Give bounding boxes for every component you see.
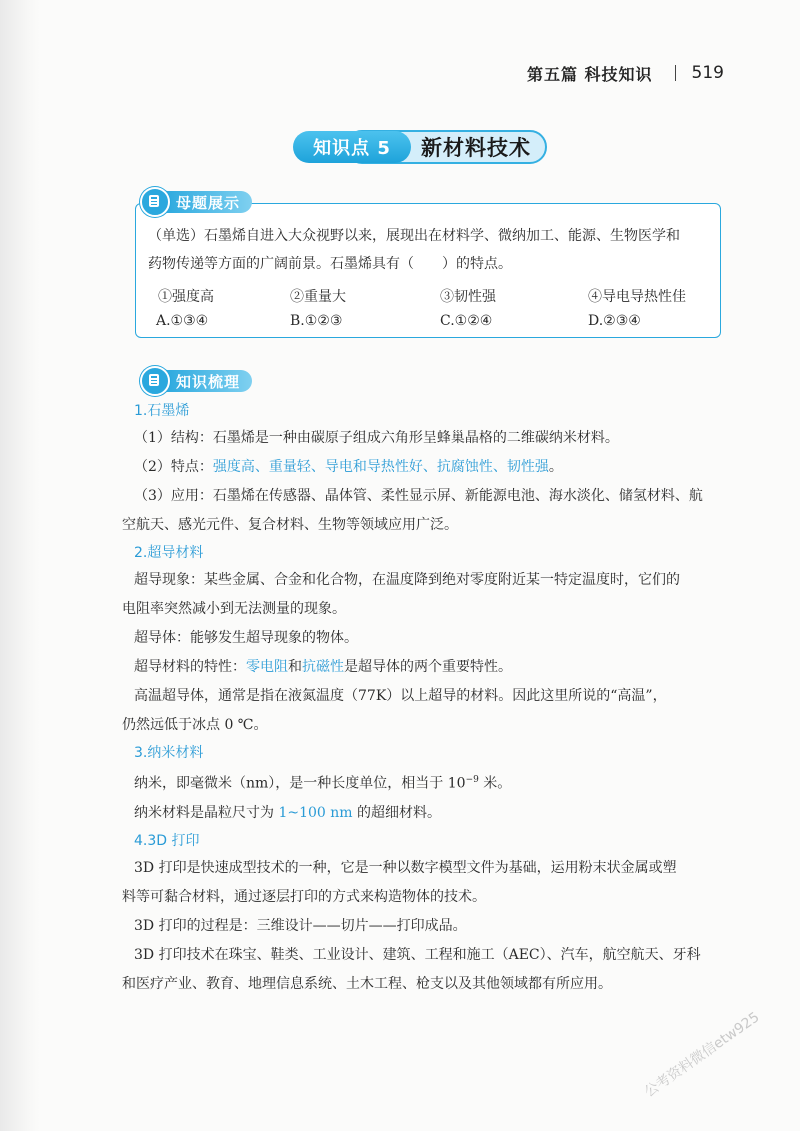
paragraph: 超导体：能够发生超导现象的物体。 xyxy=(134,630,358,646)
banner-title: 新材料技术 xyxy=(421,136,531,160)
feature-item: ①强度高 xyxy=(158,289,214,305)
knowledge-review-tag-label: 知识梳理 xyxy=(162,370,252,392)
section-heading: 4.3D 打印 xyxy=(134,832,200,849)
highlight-text: 1~100 nm xyxy=(278,804,353,821)
text-run: 的超细材料。 xyxy=(352,804,442,821)
text-run: 。 xyxy=(548,459,563,475)
feature-item: ④导电导热性佳 xyxy=(588,289,686,305)
paragraph xyxy=(122,453,722,482)
highlight-text: 零电阻 xyxy=(246,659,288,675)
feature-item: ②重量大 xyxy=(290,289,346,305)
book-icon xyxy=(140,366,170,396)
page-header xyxy=(527,60,724,86)
header-divider xyxy=(675,65,676,81)
exponent: −9 xyxy=(465,775,479,785)
question-line: （单选）石墨烯自进入大众视野以来，展现出在材料学、微纳加工、能源、生物医学和 xyxy=(148,228,680,244)
answer-choice: D.②③④ xyxy=(588,313,641,329)
text-run: 纳米，即毫微米（nm），是一种长度单位，相当于 10 xyxy=(134,775,466,792)
question-line: 药物传递等方面的广阔前景。石墨烯具有（ ）的特点。 xyxy=(148,256,512,272)
section-heading: 2.超导材料 xyxy=(134,545,204,561)
text-run: 超导材料的特性： xyxy=(134,659,246,675)
text-run: 米。 xyxy=(478,775,512,792)
answer-choice: B.①②③ xyxy=(290,313,343,329)
knowledge-point-banner xyxy=(293,130,547,164)
paragraph: 3D 打印技术在珠宝、鞋类、工业设计、建筑、工程和施工（AEC）、汽车，航空航天、牙科 xyxy=(134,946,701,963)
watermark: 公考资料微信etw925 xyxy=(641,1009,763,1101)
paragraph: 3D 打印的过程是：三维设计——切片——打印成品。 xyxy=(134,917,467,934)
section-heading: 1.石墨烯 xyxy=(134,403,190,419)
text-run: （2）特点： xyxy=(134,459,213,475)
paragraph: 和医疗产业、教育、地理信息系统、土木工程、枪支以及其他领域都有所应用。 xyxy=(122,975,612,992)
question-stem xyxy=(148,222,713,278)
highlight-text: 强度高、重量轻、导电和导热性好、抗腐蚀性、韧性强 xyxy=(212,459,549,475)
answer-choice: C.①②④ xyxy=(440,313,493,329)
sample-question-tag-label: 母题展示 xyxy=(162,191,252,213)
document-icon xyxy=(140,187,170,217)
section-heading: 3.纳米材料 xyxy=(134,745,204,761)
page-number: 519 xyxy=(691,63,724,83)
paragraph: 仍然远低于冰点 0 ℃。 xyxy=(122,717,268,733)
paragraph: （3）应用：石墨烯在传感器、晶体管、柔性显示屏、新能源电池、海水淡化、储氢材料、航 xyxy=(134,488,703,504)
sample-question-tag xyxy=(140,190,252,214)
text-run: 和 xyxy=(288,659,302,675)
highlight-text: 抗磁性 xyxy=(302,659,344,675)
paragraph: 超导现象：某些金属、合金和化合物，在温度降到绝对零度附近某一特定温度时，它们的 xyxy=(134,572,680,588)
text-run: 纳米材料是晶粒尺寸为 xyxy=(134,804,279,821)
paragraph: 3D 打印是快速成型技术的一种，它是一种以数字模型文件为基础，运用粉末状金属或塑 xyxy=(134,859,677,876)
page-spine-shadow xyxy=(0,0,40,1131)
paragraph: 高温超导体，通常是指在液氮温度（77K）以上超导的材料。因此这里所说的“高温”， xyxy=(134,688,667,704)
paragraph: 电阻率突然减小到无法测量的现象。 xyxy=(122,601,346,617)
paragraph: 料等可黏合材料，通过逐层打印的方式来构造物体的技术。 xyxy=(122,888,486,905)
paragraph xyxy=(122,653,722,682)
paragraph: （1）结构：石墨烯是一种由碳原子组成六角形呈蜂巢晶格的二维碳纳米材料。 xyxy=(134,430,619,446)
paragraph xyxy=(122,766,722,799)
paragraph xyxy=(122,799,722,828)
knowledge-review-tag xyxy=(140,369,252,393)
text-run: 是超导体的两个重要特性。 xyxy=(344,659,512,675)
answer-choice: A.①③④ xyxy=(156,313,209,329)
feature-item: ③韧性强 xyxy=(440,289,496,305)
knowledge-content xyxy=(122,398,722,999)
knowledge-point-label: 知识点 5 xyxy=(293,131,411,163)
section-title: 第五篇 科技知识 xyxy=(526,64,653,84)
paragraph: 空航天、感光元件、复合材料、生物等领域应用广泛。 xyxy=(122,517,458,533)
